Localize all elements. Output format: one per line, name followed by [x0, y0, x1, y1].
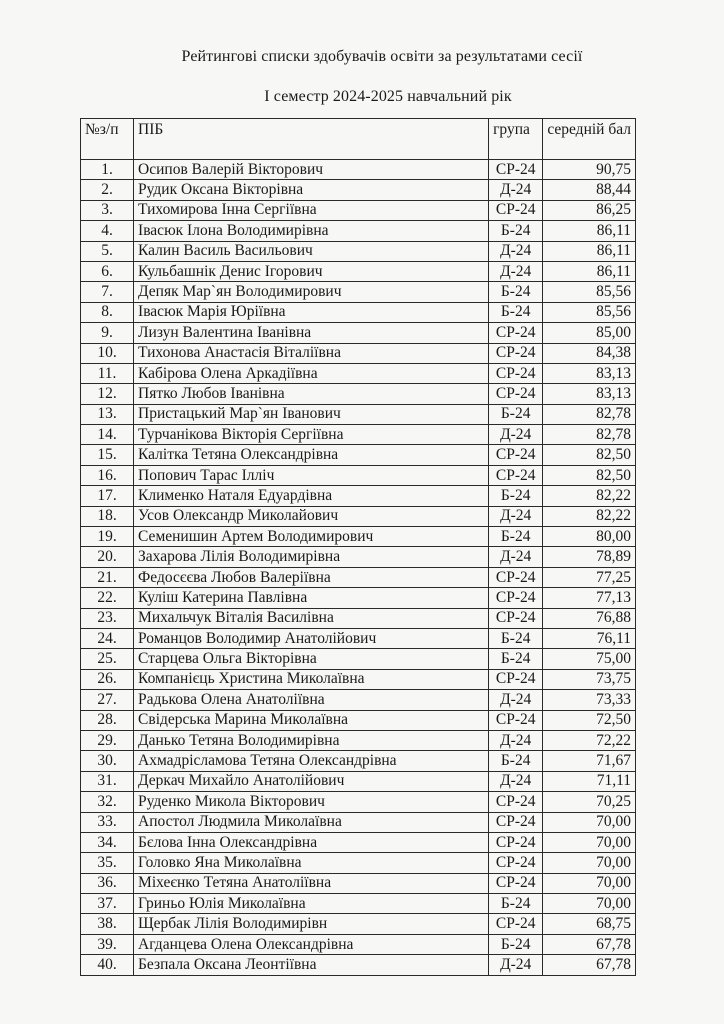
student-group: СР-24 — [489, 832, 543, 852]
average-score: 72,22 — [543, 730, 636, 750]
student-group: Б-24 — [489, 934, 543, 954]
average-score: 70,25 — [543, 792, 636, 812]
document-title: Рейтингові списки здобувачів освіти за результатами сесії — [181, 48, 583, 65]
student-group: СР-24 — [489, 588, 543, 608]
average-score: 82,78 — [543, 425, 636, 445]
student-name: Пристацький Мар`ян Іванович — [134, 404, 489, 424]
table-row — [81, 710, 636, 730]
table-row — [81, 567, 636, 587]
average-score: 88,44 — [543, 180, 636, 200]
student-group: Б-24 — [489, 527, 543, 547]
student-name: Попович Тарас Ілліч — [134, 465, 489, 485]
table-row — [81, 812, 636, 832]
table-row — [81, 282, 636, 302]
table-row — [81, 608, 636, 628]
student-group: СР-24 — [489, 710, 543, 730]
student-name: Компанієць Христина Миколаївна — [134, 669, 489, 689]
table-row — [81, 792, 636, 812]
student-group: СР-24 — [489, 873, 543, 893]
student-group: Б-24 — [489, 486, 543, 506]
student-group: Б-24 — [489, 628, 543, 648]
row-number: 36. — [81, 873, 134, 893]
average-score: 77,25 — [543, 567, 636, 587]
table-row — [81, 649, 636, 669]
student-group: Д-24 — [489, 425, 543, 445]
table-row — [81, 506, 636, 526]
average-score: 72,50 — [543, 710, 636, 730]
student-name: Усов Олександр Миколайович — [134, 506, 489, 526]
table-row — [81, 832, 636, 852]
table-row — [81, 221, 636, 241]
table-row — [81, 261, 636, 281]
student-name: Захарова Лілія Володимирівна — [134, 547, 489, 567]
average-score: 82,22 — [543, 486, 636, 506]
average-score: 71,11 — [543, 771, 636, 791]
row-number: 13. — [81, 404, 134, 424]
student-name: Кабірова Олена Аркадіївна — [134, 363, 489, 383]
average-score: 73,75 — [543, 669, 636, 689]
average-score: 73,33 — [543, 690, 636, 710]
header-name: ПІБ — [134, 119, 489, 160]
student-group: Б-24 — [489, 649, 543, 669]
average-score: 70,00 — [543, 812, 636, 832]
average-score: 77,13 — [543, 588, 636, 608]
student-name: Бєлова Інна Олександрівна — [134, 832, 489, 852]
row-number: 8. — [81, 302, 134, 322]
row-number: 6. — [81, 261, 134, 281]
student-name: Данько Тетяна Володимирівна — [134, 730, 489, 750]
average-score: 80,00 — [543, 527, 636, 547]
average-score: 86,25 — [543, 200, 636, 220]
student-name: Деркач Михайло Анатолійович — [134, 771, 489, 791]
average-score: 67,78 — [543, 934, 636, 954]
student-name: Федосєєва Любов Валеріївна — [134, 567, 489, 587]
row-number: 29. — [81, 730, 134, 750]
student-name: Радькова Олена Анатоліївна — [134, 690, 489, 710]
student-group: Д-24 — [489, 547, 543, 567]
row-number: 16. — [81, 465, 134, 485]
student-group: Д-24 — [489, 241, 543, 261]
average-score: 86,11 — [543, 241, 636, 261]
student-group: СР-24 — [489, 812, 543, 832]
table-row — [81, 751, 636, 771]
row-number: 4. — [81, 221, 134, 241]
row-number: 34. — [81, 832, 134, 852]
table-header-row — [81, 119, 636, 160]
student-name: Апостол Людмила Миколаївна — [134, 812, 489, 832]
student-group: СР-24 — [489, 853, 543, 873]
student-group: СР-24 — [489, 384, 543, 404]
average-score: 84,38 — [543, 343, 636, 363]
table-row — [81, 404, 636, 424]
table-row — [81, 527, 636, 547]
student-name: Агданцева Олена Олександрівна — [134, 934, 489, 954]
student-group: Б-24 — [489, 221, 543, 241]
table-row — [81, 445, 636, 465]
student-group: СР-24 — [489, 567, 543, 587]
table-row — [81, 894, 636, 914]
row-number: 28. — [81, 710, 134, 730]
student-group: Д-24 — [489, 506, 543, 526]
row-number: 25. — [81, 649, 134, 669]
student-group: Б-24 — [489, 282, 543, 302]
row-number: 30. — [81, 751, 134, 771]
table-row — [81, 323, 636, 343]
student-name: Свідерська Марина Миколаївна — [134, 710, 489, 730]
row-number: 7. — [81, 282, 134, 302]
student-name: Калітка Тетяна Олександрівна — [134, 445, 489, 465]
table-row — [81, 200, 636, 220]
student-group: СР-24 — [489, 914, 543, 934]
student-group: СР-24 — [489, 323, 543, 343]
row-number: 35. — [81, 853, 134, 873]
student-group: СР-24 — [489, 343, 543, 363]
student-name: Осипов Валерій Вікторович — [134, 160, 489, 180]
row-number: 10. — [81, 343, 134, 363]
average-score: 70,00 — [543, 873, 636, 893]
document-subtitle: I семестр 2024-2025 навчальний рік — [264, 88, 512, 105]
average-score: 67,78 — [543, 955, 636, 975]
average-score: 85,56 — [543, 282, 636, 302]
average-score: 85,56 — [543, 302, 636, 322]
table-row — [81, 486, 636, 506]
student-group: СР-24 — [489, 669, 543, 689]
row-number: 17. — [81, 486, 134, 506]
row-number: 12. — [81, 384, 134, 404]
table-row — [81, 934, 636, 954]
student-name: Щербак Лілія Володимирівн — [134, 914, 489, 934]
row-number: 37. — [81, 894, 134, 914]
header-number: №з/п — [81, 119, 134, 160]
average-score: 83,13 — [543, 363, 636, 383]
row-number: 2. — [81, 180, 134, 200]
row-number: 22. — [81, 588, 134, 608]
row-number: 14. — [81, 425, 134, 445]
table-row — [81, 363, 636, 383]
student-group: Б-24 — [489, 751, 543, 771]
table-body — [81, 160, 636, 976]
table-row — [81, 343, 636, 363]
average-score: 86,11 — [543, 221, 636, 241]
student-name: Безпала Оксана Леонтіївна — [134, 955, 489, 975]
row-number: 38. — [81, 914, 134, 934]
average-score: 86,11 — [543, 261, 636, 281]
row-number: 26. — [81, 669, 134, 689]
student-group: Б-24 — [489, 894, 543, 914]
row-number: 18. — [81, 506, 134, 526]
header-group: група — [489, 119, 543, 160]
student-name: Руденко Микола Вікторович — [134, 792, 489, 812]
row-number: 31. — [81, 771, 134, 791]
student-name: Куліш Катерина Павлівна — [134, 588, 489, 608]
student-name: Тихомирова Інна Сергіївна — [134, 200, 489, 220]
row-number: 40. — [81, 955, 134, 975]
table-row — [81, 302, 636, 322]
average-score: 82,50 — [543, 445, 636, 465]
row-number: 39. — [81, 934, 134, 954]
student-group: СР-24 — [489, 363, 543, 383]
row-number: 21. — [81, 567, 134, 587]
average-score: 76,88 — [543, 608, 636, 628]
student-group: Д-24 — [489, 180, 543, 200]
average-score: 70,00 — [543, 832, 636, 852]
table-row — [81, 914, 636, 934]
student-name: Головко Яна Миколаївна — [134, 853, 489, 873]
student-group: Б-24 — [489, 404, 543, 424]
average-score: 82,50 — [543, 465, 636, 485]
average-score: 70,00 — [543, 894, 636, 914]
table-row — [81, 690, 636, 710]
average-score: 83,13 — [543, 384, 636, 404]
student-name: Лизун Валентина Іванівна — [134, 323, 489, 343]
row-number: 33. — [81, 812, 134, 832]
average-score: 76,11 — [543, 628, 636, 648]
row-number: 20. — [81, 547, 134, 567]
table-row — [81, 669, 636, 689]
student-group: Д-24 — [489, 955, 543, 975]
student-group: СР-24 — [489, 445, 543, 465]
student-name: Клименко Наталя Едуардівна — [134, 486, 489, 506]
student-group: СР-24 — [489, 608, 543, 628]
student-name: Пятко Любов Іванівна — [134, 384, 489, 404]
table-row — [81, 547, 636, 567]
row-number: 5. — [81, 241, 134, 261]
student-name: Калин Василь Васильович — [134, 241, 489, 261]
student-name: Гриньо Юлія Миколаївна — [134, 894, 489, 914]
student-name: Ахмадрісламова Тетяна Олександрівна — [134, 751, 489, 771]
student-group: Б-24 — [489, 302, 543, 322]
student-name: Міхеєнко Тетяна Анатоліївна — [134, 873, 489, 893]
table-row — [81, 465, 636, 485]
table-row — [81, 384, 636, 404]
row-number: 3. — [81, 200, 134, 220]
average-score: 85,00 — [543, 323, 636, 343]
student-name: Семенишин Артем Володимирович — [134, 527, 489, 547]
row-number: 1. — [81, 160, 134, 180]
average-score: 82,22 — [543, 506, 636, 526]
student-group: СР-24 — [489, 792, 543, 812]
average-score: 78,89 — [543, 547, 636, 567]
table-row — [81, 873, 636, 893]
table-row — [81, 955, 636, 975]
student-group: СР-24 — [489, 160, 543, 180]
table-row — [81, 160, 636, 180]
row-number: 24. — [81, 628, 134, 648]
student-group: Д-24 — [489, 261, 543, 281]
table-row — [81, 628, 636, 648]
row-number: 9. — [81, 323, 134, 343]
table-row — [81, 588, 636, 608]
average-score: 71,67 — [543, 751, 636, 771]
student-group: СР-24 — [489, 465, 543, 485]
student-name: Старцева Ольга Вікторівна — [134, 649, 489, 669]
student-name: Рудик Оксана Вікторівна — [134, 180, 489, 200]
average-score: 75,00 — [543, 649, 636, 669]
student-name: Івасюк Ілона Володимирівна — [134, 221, 489, 241]
student-name: Депяк Мар`ян Володимирович — [134, 282, 489, 302]
table-row — [81, 425, 636, 445]
table-row — [81, 730, 636, 750]
student-group: СР-24 — [489, 200, 543, 220]
student-group: Д-24 — [489, 771, 543, 791]
table-row — [81, 241, 636, 261]
student-name: Романцов Володимир Анатолійович — [134, 628, 489, 648]
rating-table — [80, 118, 636, 976]
row-number: 11. — [81, 363, 134, 383]
student-name: Тихонова Анастасія Віталіївна — [134, 343, 489, 363]
row-number: 19. — [81, 527, 134, 547]
student-name: Івасюк Марія Юріївна — [134, 302, 489, 322]
row-number: 32. — [81, 792, 134, 812]
average-score: 70,00 — [543, 853, 636, 873]
average-score: 68,75 — [543, 914, 636, 934]
student-name: Турчанікова Вікторія Сергіївна — [134, 425, 489, 445]
student-group: Д-24 — [489, 730, 543, 750]
student-name: Михальчук Віталія Василівна — [134, 608, 489, 628]
student-name: Кульбашнік Денис Ігорович — [134, 261, 489, 281]
table-row — [81, 180, 636, 200]
table-row — [81, 853, 636, 873]
row-number: 23. — [81, 608, 134, 628]
student-group: Д-24 — [489, 690, 543, 710]
row-number: 15. — [81, 445, 134, 465]
table-row — [81, 771, 636, 791]
header-average: середній бал — [543, 119, 636, 160]
average-score: 90,75 — [543, 160, 636, 180]
average-score: 82,78 — [543, 404, 636, 424]
row-number: 27. — [81, 690, 134, 710]
